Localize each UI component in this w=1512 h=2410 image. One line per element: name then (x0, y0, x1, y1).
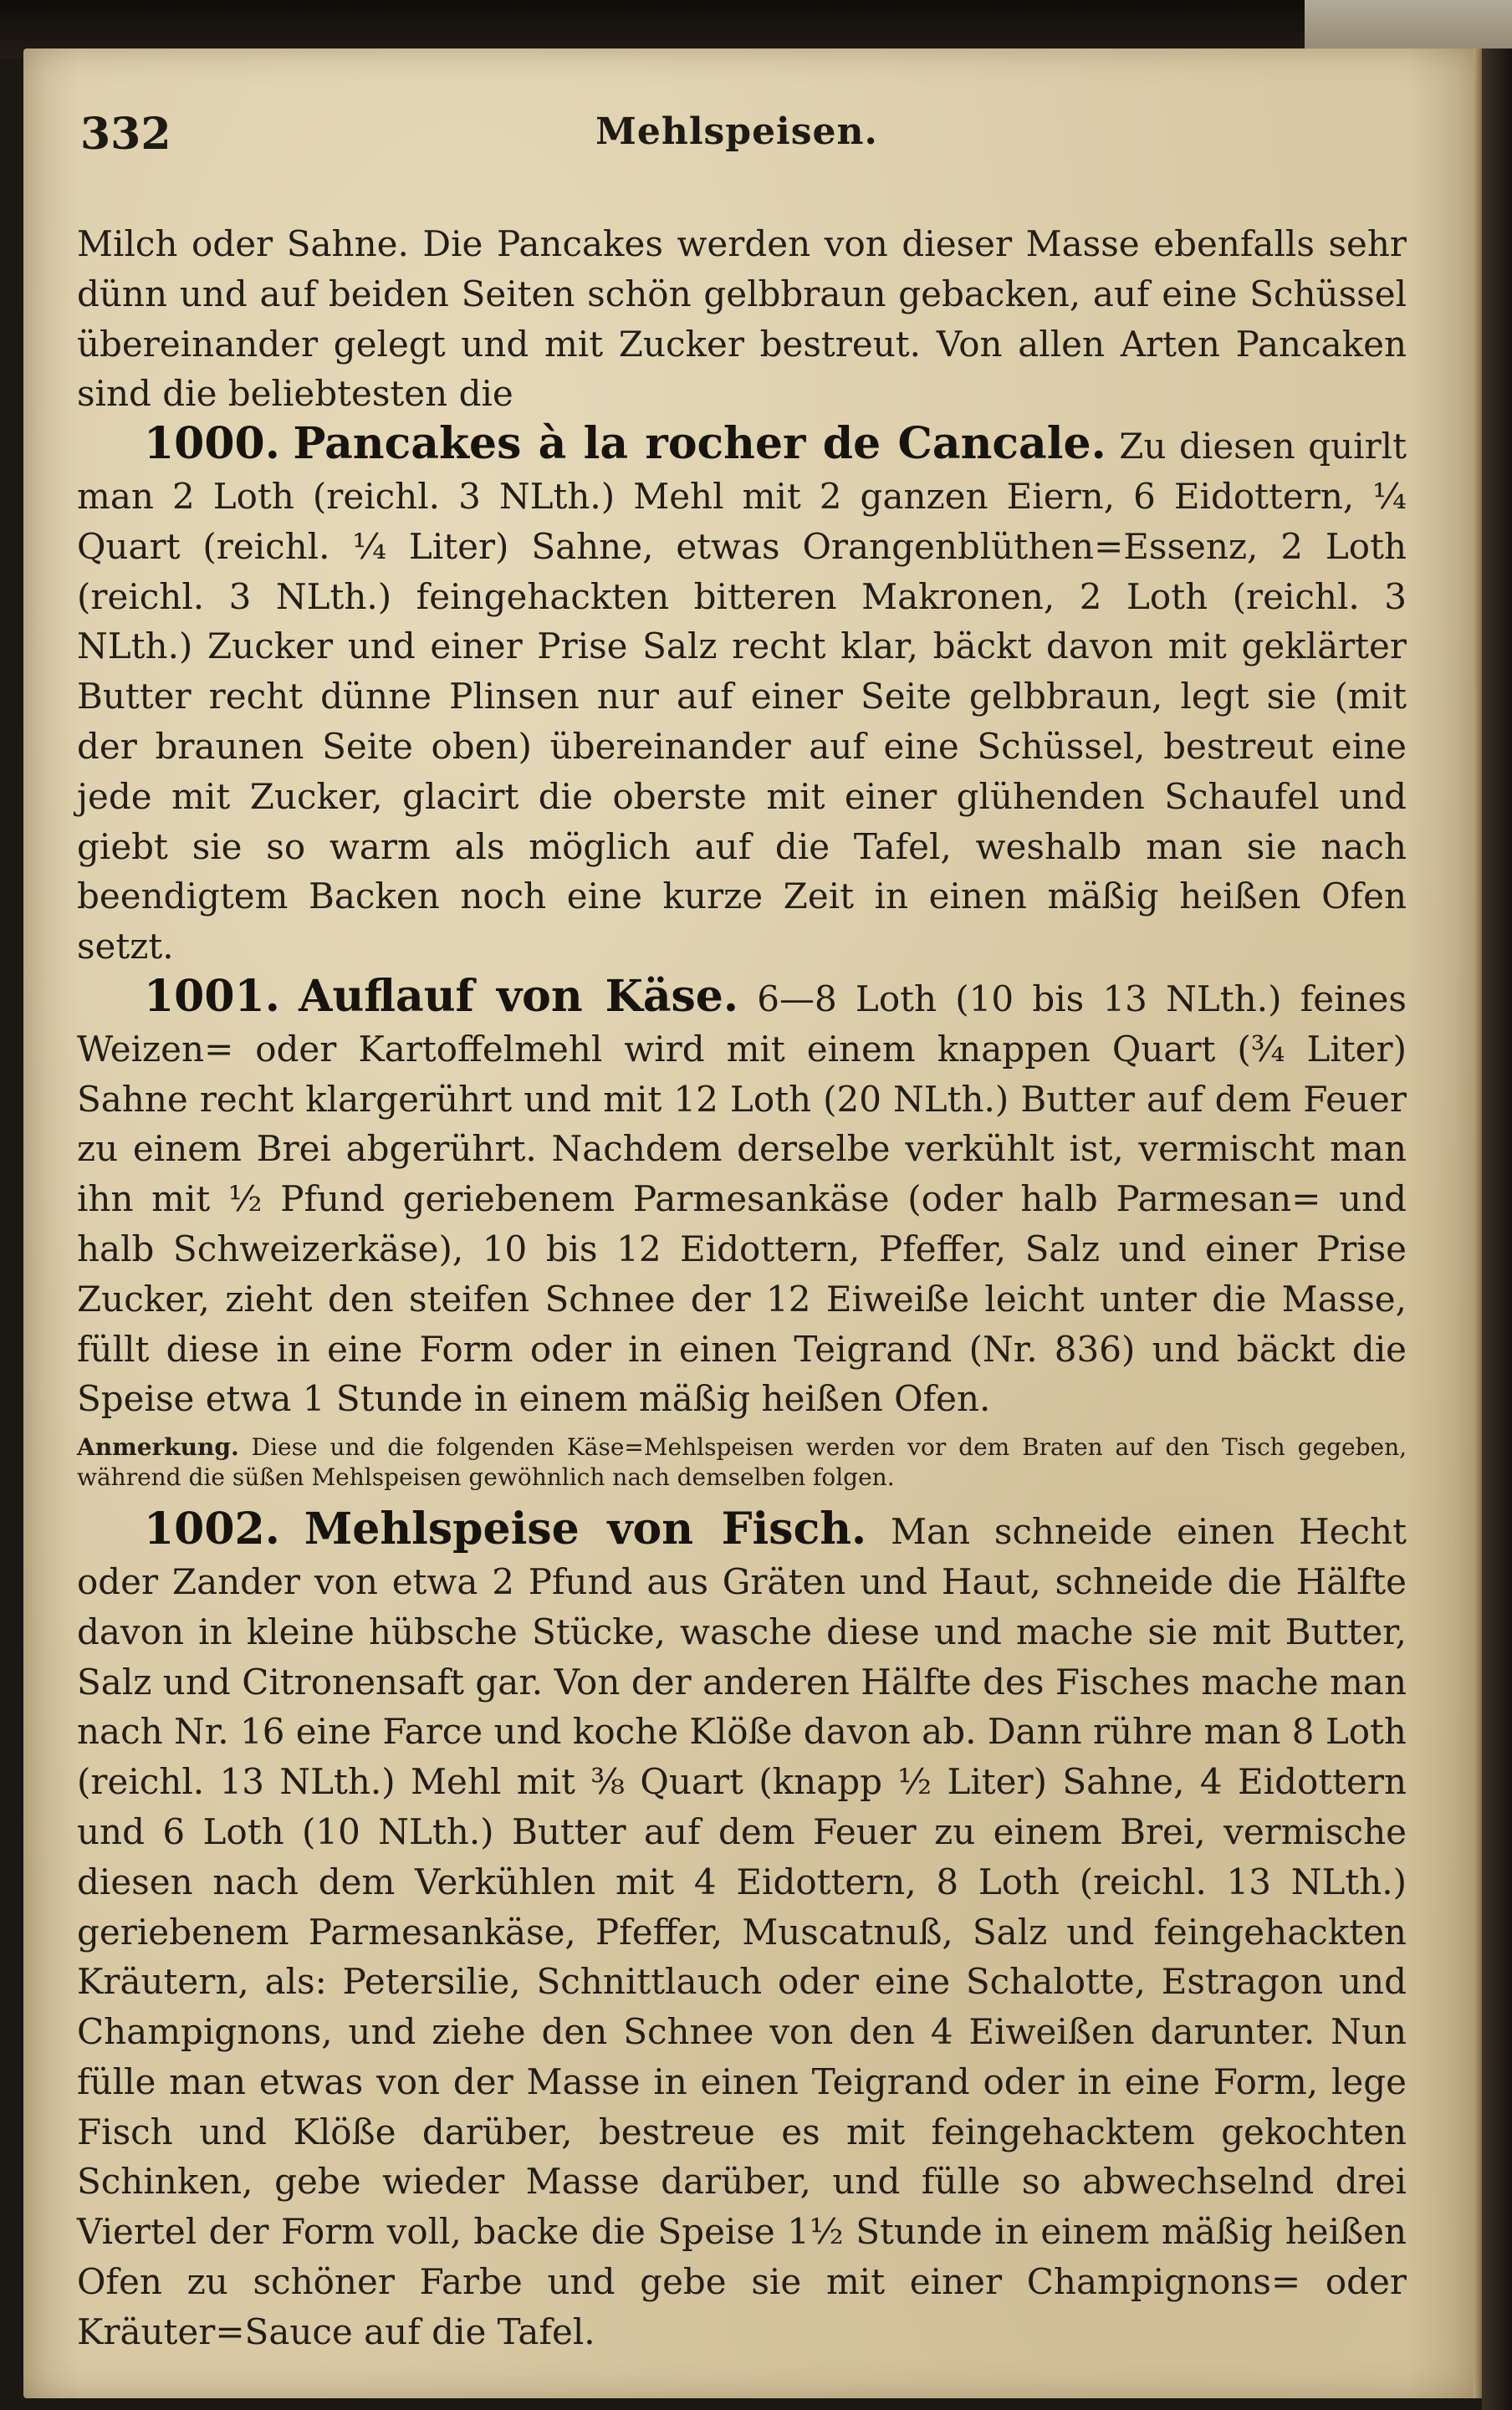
note-text: Diese und die folgenden Käse=Mehlspeisen werden vor dem Braten auf den Tisch gegeben, während die süßen Mehlspeisen gewöhnlich nach demselben folgen. (77, 1433, 1407, 1492)
recipe-text: Man schneide einen Hecht oder Zander von etwa 2 Pfund aus Gräten und Haut, schneide die Hälfte davon in kleine hübsche Stücke, wasche diese und mache sie mit Butter, Salz und Citronensaft gar. Von der anderen Hälfte des Fisches mache man nach Nr. 16 eine Farce und koche Klöße davon ab. Dann rühre man 8 Loth (reichl. 13 NLth.) Mehl mit ⅜ Quart (knapp ½ Liter) Sahne, 4 Eidottern und 6 Loth (10 NLth.) Butter auf dem Feuer zu einem Brei, vermische diesen nach dem Verkühlen mit 4 Eidottern, 8 Loth (reichl. 13 NLth.) geriebenem Parmesankäse, Pfeffer, Muscatnuß, Salz und feingehackten Kräutern, als: Petersilie, Schnittlauch oder eine Schalotte, Estragon und Champignons, und ziehe den Schnee von den 4 Eiweißen darunter. Nun fülle man etwas von der Masse in einen Teigrand oder in eine Form, lege Fisch und Klöße darüber, bestreue es mit feingehacktem gekochten Schinken, gebe wieder Masse darüber, und fülle so abwechselnd drei Viertel der Form voll, backe die Speise 1½ Stunde in einem mäßig heißen Ofen zu schöner Farbe und gebe sie mit einer Champignons= oder Kräuter=Sauce auf die Tafel. (77, 1511, 1407, 2352)
page-header (80, 109, 1393, 167)
recipe-text: 6—8 Loth (10 bis 13 NLth.) feines Weizen= oder Kartoffelmehl wird mit einem knappen Quart (¾ Liter) Sahne recht klargerührt und mit 12 Loth (20 NLth.) Butter auf dem Feuer zu einem Brei abgerührt. Nachdem derselbe verkühlt ist, vermischt man ihn mit ½ Pfund geriebenem Parmesankäse (oder halb Parmesan= und halb Schweizerkäse), 10 bis 12 Eidottern, Pfeffer, Salz und einer Prise Zucker, zieht den steifen Schnee der 12 Eiweiße leicht unter die Masse, füllt diese in eine Form oder in einen Teigrand (Nr. 836) und bäckt die Speise etwa 1 Stunde in einem mäßig heißen Ofen. (77, 978, 1407, 1420)
binding-shadow (1482, 49, 1512, 2410)
recipe-title: Mehlspeise von Fisch. (304, 1504, 867, 1555)
paper-tape (1305, 0, 1512, 52)
recipe-number: 1002. (144, 1504, 280, 1555)
note-label: Anmerkung. (77, 1433, 239, 1462)
recipe-text: Zu diesen quirlt man 2 Loth (reichl. 3 NLth.) Mehl mit 2 ganzen Eiern, 6 Eidottern, ¼ Quart (reichl. ¼ Liter) Sahne, etwas Orangenblüthen=Essenz, 2 Loth (reichl. 3 NLth.) feingehackten bitteren Makronen, 2 Loth (reichl. 3 NLth.) Zucker und einer Prise Salz recht klar, bäckt davon mit geklärter Butter recht dünne Plinsen nur auf einer Seite gelbbraun, legt sie (mit der braunen Seite oben) übereinander auf eine Schüssel, bestreut eine jede mit Zucker, glacirt die oberste mit einer glühenden Schaufel und giebt sie so warm als möglich auf die Tafel, weshalb man sie nach beendigtem Backen noch eine kurze Zeit in einen mäßig heißen Ofen setzt. (77, 426, 1407, 968)
recipe-number: 1000. (144, 418, 280, 470)
recipe-number: 1001. (144, 970, 280, 1022)
page-body (77, 219, 1407, 2357)
running-title: Mehlspeisen. (595, 110, 878, 153)
recipe-1000 (77, 419, 1407, 972)
annotation-note (77, 1432, 1407, 1493)
recipe-title: Auflauf von Käse. (299, 970, 738, 1022)
recipe-1002 (77, 1504, 1407, 2357)
recipe-1001 (77, 972, 1407, 1424)
page-number: 332 (80, 109, 171, 160)
page-edge (1474, 49, 1482, 2398)
intro-paragraph: Milch oder Sahne. Die Pancakes werden von dieser Masse ebenfalls sehr dünn und auf beiden Seiten schön gelbbraun gebacken, auf eine Schüssel übereinander gelegt und mit Zucker bestreut. Von allen Arten Pancaken sind die beliebtesten die (77, 223, 1407, 415)
recipe-title: Pancakes à la rocher de Cancale. (293, 418, 1106, 470)
